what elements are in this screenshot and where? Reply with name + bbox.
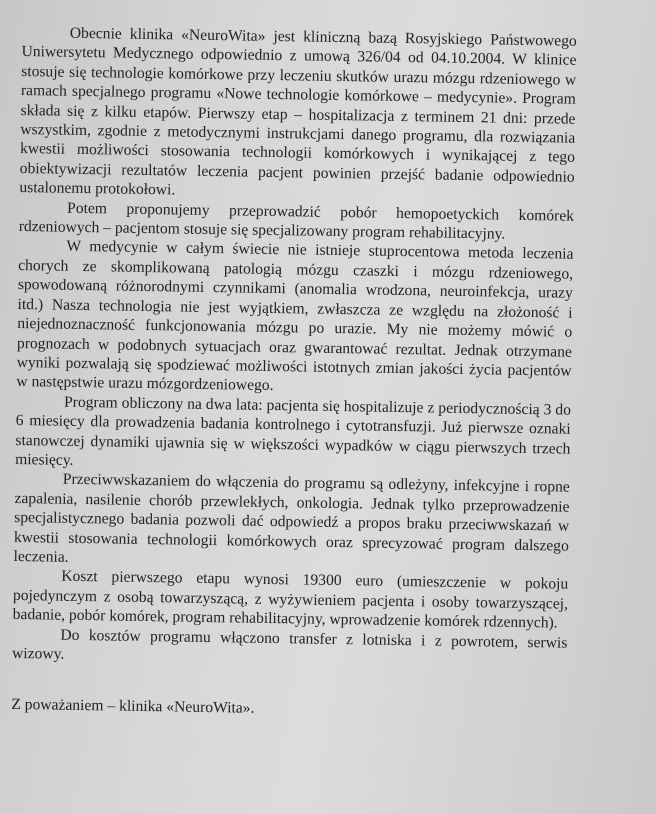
paragraph-program-duration: Program obliczony na dwa lata: pacjenta się hospitalizuje z periodycznością 3 do 6 miesięcy dla prowadzenia badania kontrolnego i cytotransfuzji. Już pierwsze oznaki stanowczej dynamiki ujawnia się w większości wypadków w ciągu pierwszych trzech miesięcy. xyxy=(15,393,572,469)
paragraph-clinic-intro: Obecnie klinika «NeuroWita» jest kliniczną bazą Rosyjskiego Państwowego Uniwersytetu Medycznego odpowiednio z umową 326/04 od 04.10.2004. W klinice stosuje się technologie komórkowe przy leczeniu skutków urazu mózgu rdzeniowego w ramach specjalnego programu «Nowe technologie komórkowe – medycynie». Program składa się z kilku etapów. Pierwszy etap – hospitalizacja z terminem 21 dni: przede wszystkim, zgodnie z metodycznymi instrukcjami danego programu, dla rozwiązania kwestii możliwości stosowania technologii komórkowych i wynikającej z tego obiektywizacji rezultatów leczenia pacjent powinien przejść badanie odpowiednio ustalonemu protokołowi. xyxy=(19,24,577,199)
letter-body xyxy=(11,23,577,723)
paragraph-medicine-worldwide: W medycynie w całym świecie nie istnieje stuprocentowa metoda leczenia chorych ze skomplikowaną patologią mózgu czaszki i mózgu rdzeniowego, spowodowaną różnorodnymi czynnikami (anomalia wrodzona, neuroinfekcja, urazy itd.) Nasza technologia nie jest wyjątkiem, zwłaszcza ze względu na złożoność i niejednoznaczność funkcjonowania mózgu po urazie. My nie możemy mówić o prognozach w podobnych sytuacjach oraz gwarantować rezultat. Jednak otrzymane wyniki pozwalają się spodziewać możliwości istotnych zmian jakości życia pacjentów w następstwie urazu mózgordzeniowego. xyxy=(16,238,574,395)
paragraph-cell-collection: Potem proponujemy przeprowadzić pobór hemopoetyckich komórek rdzeniowych – pacjentom stosuje się specjalizowany program rehabilitacyjny. xyxy=(18,199,575,243)
paragraph-contraindications: Przeciwwskazaniem do włączenia do programu są odleżyny, infekcyjne i ropne zapalenia, nasilenie chorób przewlekłych, onkologia. Jednak tylko przeprowadzenie specjalistycznego badania pozwoli dać odpowiedź a propos braku przeciwwskazań w kwestii stosowania technologii komórkowych oraz sprecyzować program dalszego leczenia. xyxy=(13,471,570,566)
closing-signature: Z poważaniem – klinika «NeuroWita». xyxy=(11,696,255,718)
paragraph-cost: Koszt pierwszego etapu wynosi 19300 euro (umieszczenie w pokoju pojedynczym z osobą towarzyszącą, z wyżywieniem pacjenta i osoby towarzyszącej, badanie, pobór komórek, program rehabilitacyjny, wprowadzenie komórek rdzennych). xyxy=(12,568,569,632)
paragraph-transfer: Do kosztów programu włączono transfer z lotniska i z powrotem, serwis wizowy. xyxy=(11,626,568,663)
